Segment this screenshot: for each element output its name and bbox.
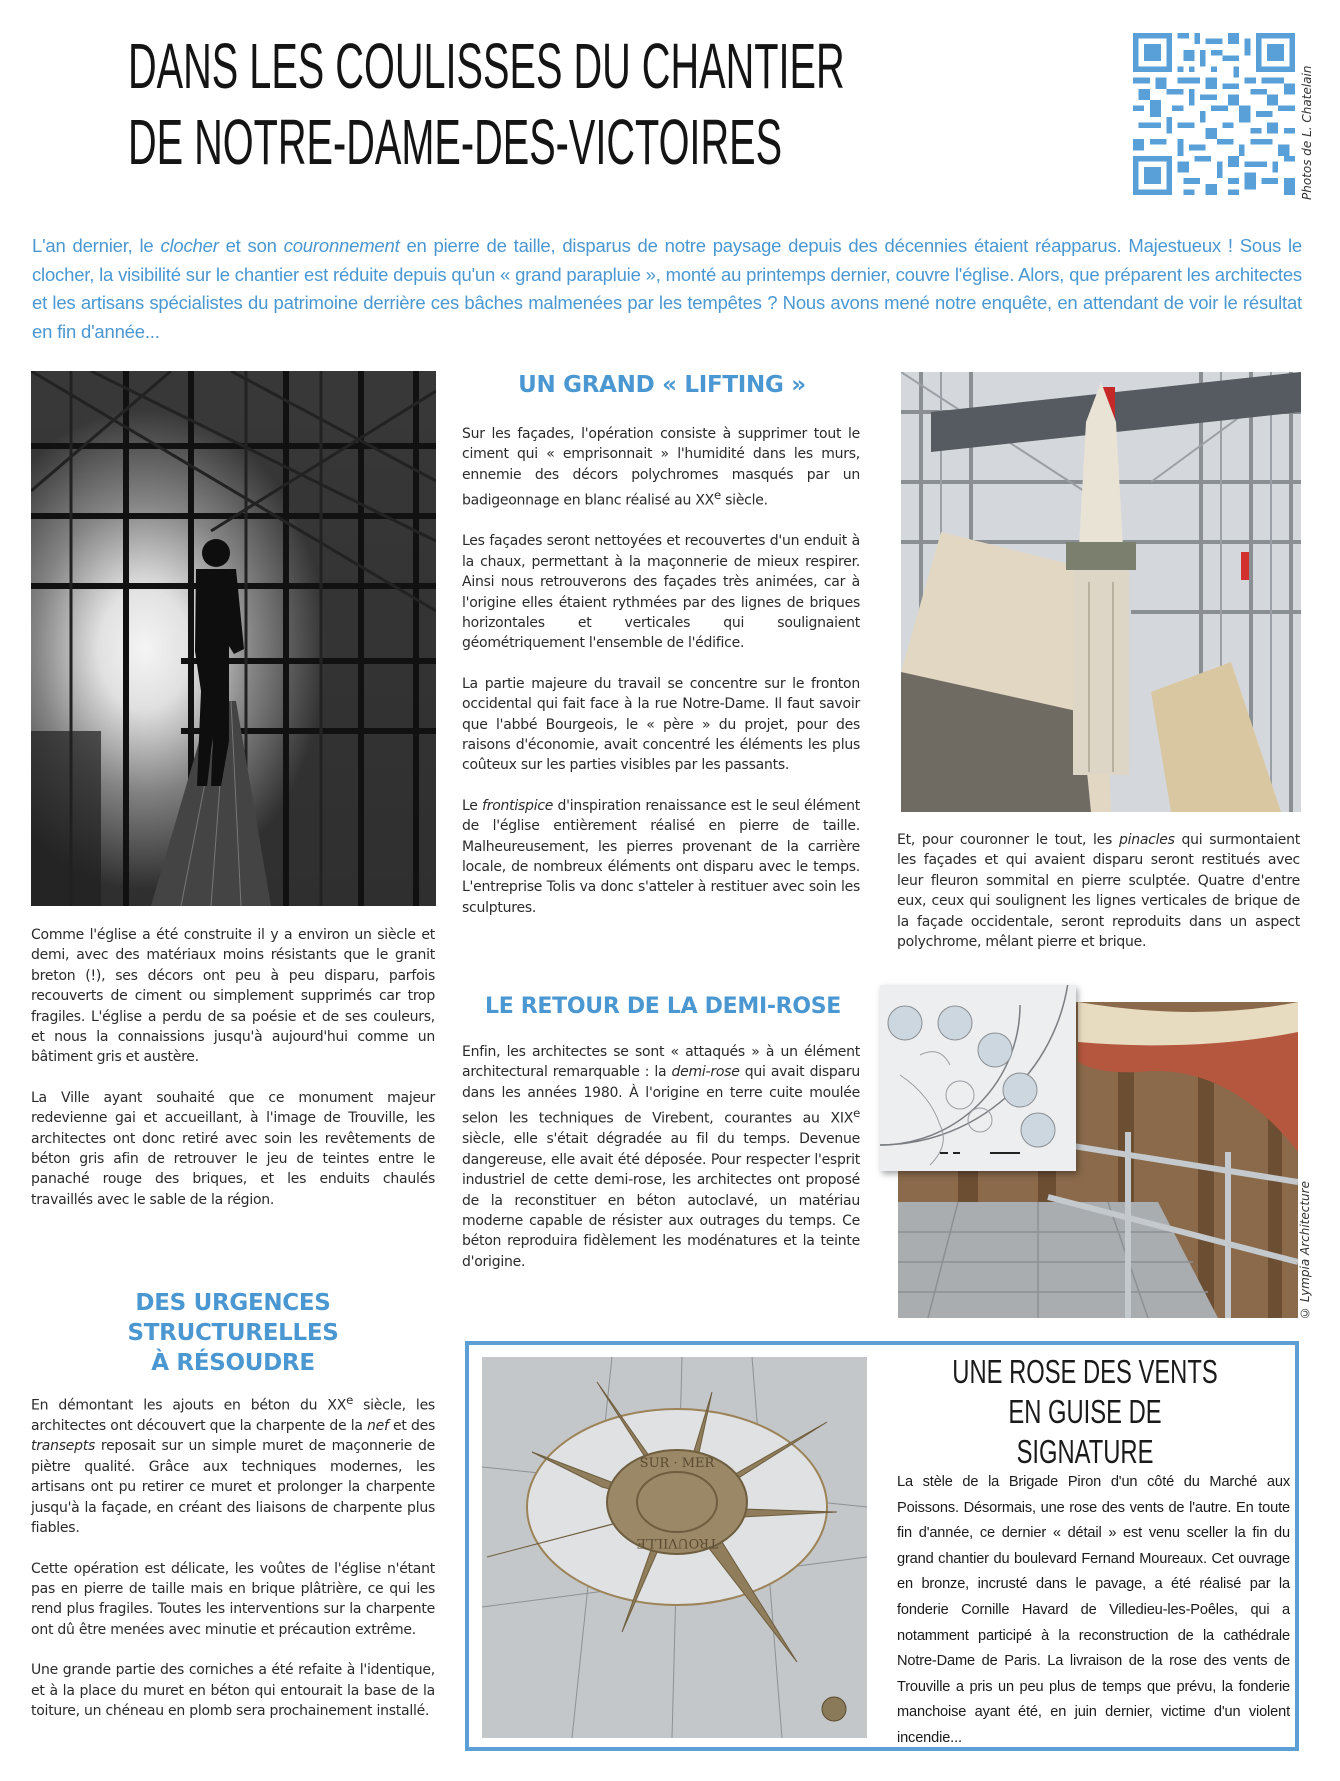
title-line-1: DANS LES COULISSES DU CHANTIER [128,30,845,102]
intro-text: L'an dernier, le [32,235,161,256]
photo-credit: Photos de L. Chatelain [1300,65,1314,200]
paragraph: Comme l'église a été construite il y a environ un siècle et demi, avec des matériaux moins résistants que le granit breton (!), ses décors ont peu à peu disparu, parfois recouverts de ciment ou simplement supprimés car trop fragiles. L'église a perdu de sa poésie et de ses couleurs, et nous la connaissions jusqu'à aujourd'hui comme un bâtiment gris et austère. [31,927,435,1066]
text: qui surmontaient les façades et qui avaient disparu seront restitués avec leur fleuron sommital en pierre sculptée. Quatre d'entre eux, ceux qui soulignent les lignes verticales de brique de la façade occidentale, seront reproduits dans un aspect polychrome, mêlant pierre et brique. [897,832,1300,951]
text: qui avait disparu dans les années 1980. À l'origine en terre cuite moulée selon les techniques de Virebent, courantes au XIX [462,1064,860,1127]
section-heading-lifting: UN GRAND « LIFTING » [518,372,806,398]
photo-compass-rose [482,1357,867,1738]
title-line-2: DE NOTRE-DAME-DES-VICTOIRES [128,106,783,178]
left-column [31,925,435,1230]
demi-rose-drawing [880,985,1076,1171]
text: siècle. [720,492,768,509]
paragraph: La Ville ayant souhaité que ce monument majeur redevienne gai et accueillant, à l'image de Trouville, les architectes ont donc retiré avec soin les revêtements de béton gris afin de retrouver le jeu de teintes entre le panaché rouge des briques, et les enduits chaulés travaillés avec le sable de la région. [31,1089,435,1208]
superscript: e [346,1393,354,1407]
heading-line: STRUCTURELLES [127,1320,339,1346]
middle-column-continued [462,1042,860,1292]
intro-text: et son [218,235,284,256]
intro-emphasis: couronnement [283,235,400,256]
emphasis: demi-rose [671,1064,740,1081]
sidebar-box-body: La stèle de la Brigade Piron d'un côté du Marché aux Poissons. Désormais, une rose des vents de l'autre. En toute fin d'année, ce dernier « détail » est venu sceller la fin du grand chantier du boulevard Fernand Moureaux. Cet ouvrage en bronze, incrusté dans le pavage, a été réalisé par la fonderie Cornille Havard de Villedieu-les-Poêles, qui a notamment participé à la reconstruction de la cathédrale Notre-Dame de Paris. La livraison de la rose des vents de Trouville a pris un peu plus de temps que prévu, la fonderie manchoise ayant été, en juin dernier, victime d'un violent incendie... [897,1474,1290,1746]
intro-text: en pierre de taille, disparus de notre paysage depuis des décennies étaient réapparus. Majestueux ! Sous le clocher, la visibilité sur le chantier est réduite depuis qu'un « grand parapluie », monté au printemps dernier, couvre l'église. Alors, que préparent les architectes et les artisans spécialistes du patrimoine derrière ces bâches malmenées par les tempêtes ? Nous avons mené notre enquête, en attendant de voir le résultat en fin d'année... [32,235,1303,342]
paragraph [31,1390,435,1539]
paragraph: Une grande partie des corniches a été refaite à l'identique, et à la place du muret en béton qui entourait la base de la toiture, un chéneau en plomb sera prochainement installé. [31,1662,435,1719]
paragraph [462,796,860,918]
left-column-continued [31,1390,435,1741]
text: Le [462,797,483,814]
heading-line: À RÉSOUDRE [151,1350,315,1376]
emphasis: frontispice [482,797,554,814]
section-heading-urgences [31,1288,435,1378]
photo-worker-scaffolding [31,371,436,906]
right-column [897,830,1300,972]
paragraph: Les façades seront nettoyées et recouvertes d'un enduit à la chaux, permettant à la maçonnerie de mieux respirer. Ainsi nous retrouverons des façades très animées, car à l'origine elles étaient rythmées par des lignes de briques horizontales et verticales qui soulignaient géométriquement l'ensemble de l'édifice. [462,533,860,652]
image-credit: © Lympia Architecture [1298,1181,1312,1320]
paragraph [462,1042,860,1272]
paragraph: La partie majeure du travail se concentre sur le fronton occidental qui fait face à la rue Notre-Dame. Il faut savoir que l'abbé Bourgeois, le « père » du projet, pour des raisons d'économie, avait concentré les éléments les plus coûteux sur les parties visibles par les passants. [462,675,860,774]
paragraph: Cette opération est délicate, les voûtes de l'église n'étant pas en pierre de taille mais en brique plâtrière, ce qui les rend plus fragiles. Toutes les interventions sur la charpente ont dû être menées avec minutie et précaution extrême. [31,1560,435,1638]
middle-column [462,424,860,938]
text: En démontant les ajouts en béton du XX [31,1397,347,1414]
emphasis: pinacles [1118,832,1175,848]
paragraph [897,830,1300,952]
compass-inscription-top: SUR · MER [639,1456,715,1471]
section-heading-demi-rose: LE RETOUR DE LA DEMI-ROSE [484,994,842,1019]
emphasis: transepts [31,1438,96,1455]
heading-line: DES URGENCES [135,1290,331,1316]
text: Et, pour couronner le tout, les [897,832,1119,848]
intro-paragraph [32,232,1302,346]
text: d'inspiration renaissance est le seul élément de l'église entièrement réalisé en pierre de taille. Malheureusement, les pierres provenant de la carrière locale, de nombreux éléments ont disparu avec le temps. L'entreprise Tolis va donc s'atteler à restituer avec soin les sculptures. [462,797,860,916]
box-title-line: EN GUISE DE SIGNATURE [1008,1393,1162,1470]
text: siècle, elle s'était dégradée au fil du temps. Devenue dangereuse, elle avait été déposée. Pour respecter l'esprit industriel de cette demi-rose, les architectes ont proposé de la reconstituer en béton autoclavé, un matériau moderne capable de résister aux outrages du temps. Ce béton reproduira fidèlement les modénatures et la teinte d'origine. [462,1131,860,1270]
photo-pinnacle-scaffolding [901,372,1301,812]
superscript: e [853,1106,860,1121]
intro-emphasis: clocher [160,235,219,256]
text: et des [388,1418,436,1435]
sidebar-box-title [945,1352,1226,1472]
compass-inscription-bottom: TROUVILLE [636,1535,718,1550]
text: Sur les façades, l'opération consiste à supprimer tout le ciment qui « emprisonnait » l'humidité dans les murs, ennemie des décors polychromes masqués par un badigeonnage en blanc réalisé au XX [462,426,860,509]
emphasis: nef [367,1418,389,1435]
qr-code-icon[interactable] [1133,33,1295,195]
text: reposait sur un simple muret de maçonnerie de piètre qualité. Grâce aux techniques modernes, les artisans ont pu retirer ce muret et prolonger la charpente jusqu'à la façade, en créant des liaisons de charpente plus fiables. [31,1438,435,1537]
paragraph [462,424,860,511]
superscript: e [714,488,721,503]
box-title-line: UNE ROSE DES VENTS [952,1353,1218,1390]
text: Enfin, les architectes se sont « attaqués » à un élément architectural remarquable : la [462,1044,860,1081]
text: siècle, les architectes ont découvert que la charpente de la [31,1397,435,1435]
page-title [128,28,845,180]
